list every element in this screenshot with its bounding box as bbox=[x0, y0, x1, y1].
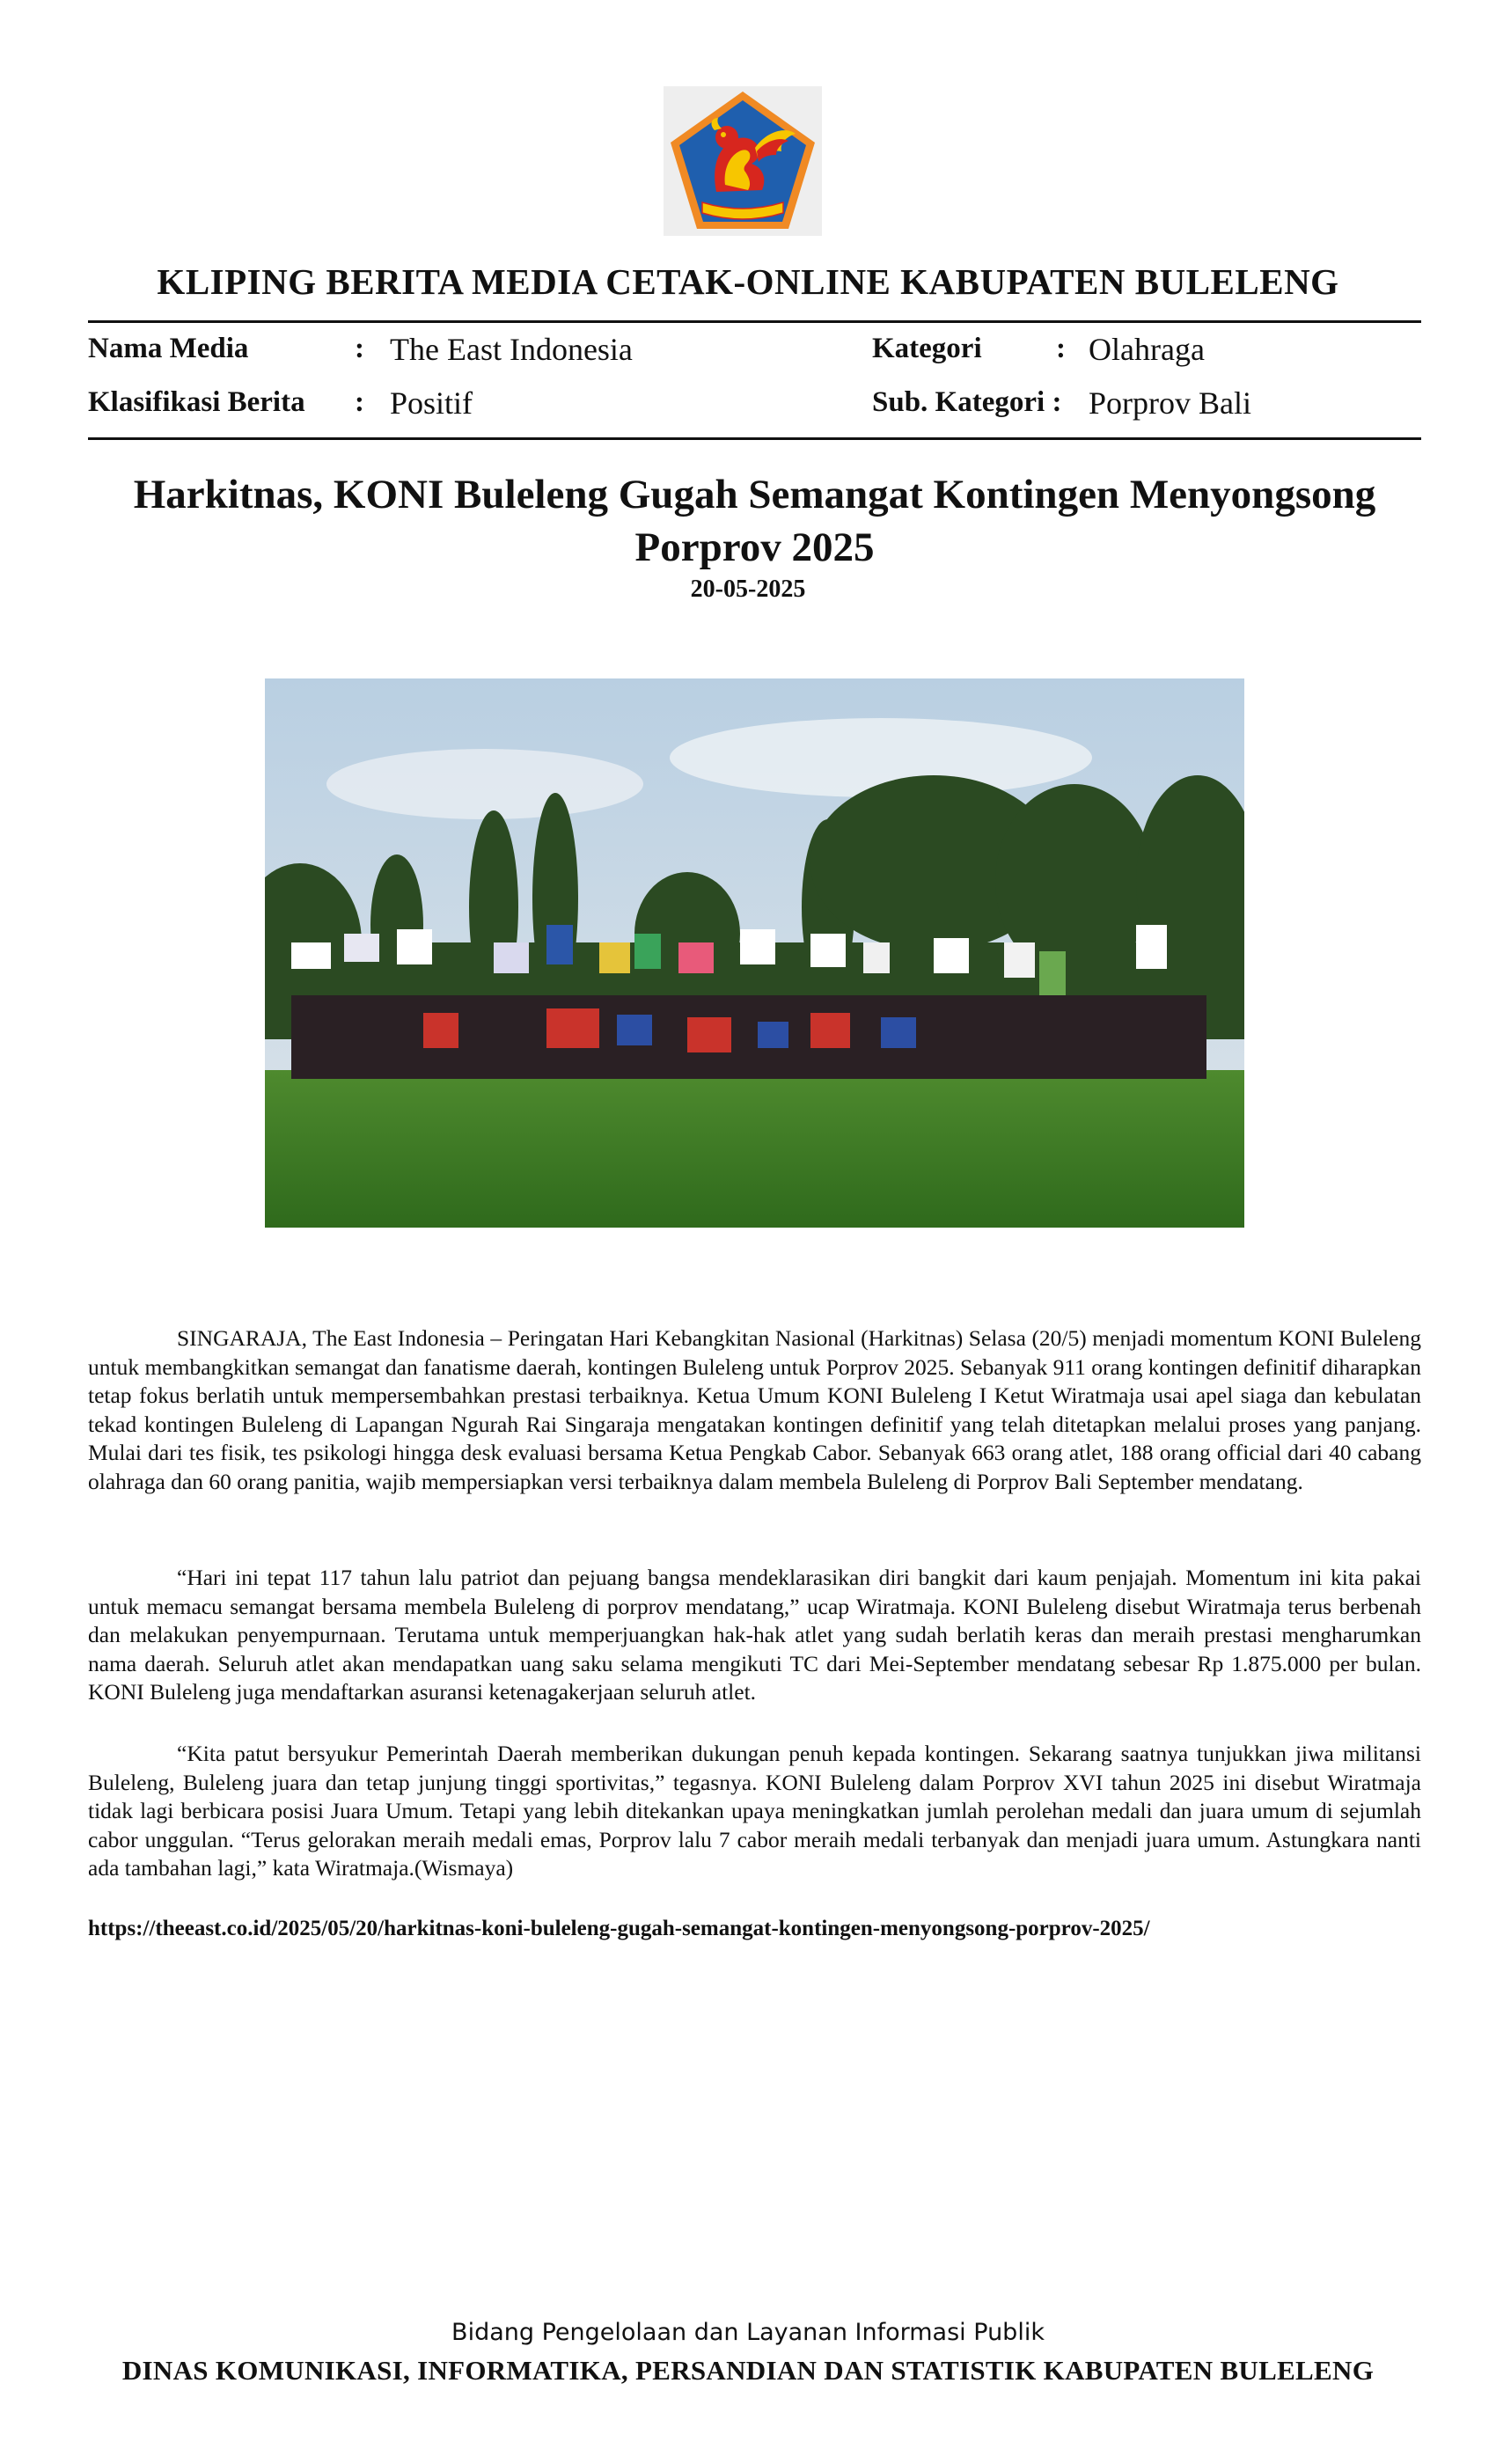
article-paragraph-2: “Hari ini tepat 117 tahun lalu patriot dan pejuang bangsa mendeklarasikan diri bangkit dari kaum penjajah. Momentum ini kita pakai untuk memacu semangat bersama membela Buleleng di porprov mendatang,” ucap Wiratmaja. KONI Buleleng disebut Wiratmaja terus berbenah dan melakukan penyempurnaan. Terutama untuk memperjuangkan hak-hak atlet yang sudah berlatih keras dan meraih prestasi mengharumkan nama daerah. Seluruh atlet akan mendapatkan uang saku selama mengikuti TC dari Mei-September mendatang sebesar Rp 1.875.000 per bulan. KONI Buleleng juga mendaftarkan asuransi ketenagakerjaan seluruh atlet. bbox=[88, 1565, 1421, 1705]
category-value: Olahraga bbox=[1089, 332, 1205, 367]
article-title: Harkitnas, KONI Buleleng Gugah Semangat Kontingen Menyongsong Porprov 2025 bbox=[133, 472, 1376, 570]
category-label: Kategori bbox=[872, 333, 982, 364]
media-value: The East Indonesia bbox=[390, 332, 633, 367]
article-paragraph-3: “Kita patut bersyukur Pemerintah Daerah memberikan dukungan penuh kepada kontingen. Sekarang saatnya tunjukkan jiwa militansi Buleleng, Buleleng juara dan tetap junjung tinggi sportivitas,” tegasnya. KONI Buleleng dalam Porprov XVI tahun 2025 ini disebut Wiratmaja tidak lagi berbicara posisi Juara Umum. Tetapi yang lebih ditekankan upaya meningkatkan jumlah perolehan medali dan juara umum di sejumlah cabor unggulan. “Terus gelorakan meraih medali emas, Porprov lalu 7 cabor meraih medali terbanyak dan menjadi juara umum. Astungkara nanti ada tambahan lagi,” kata Wiratmaja.(Wismaya) bbox=[88, 1741, 1421, 1881]
classification-value: Positif bbox=[390, 385, 473, 421]
footer-department: Bidang Pengelolaan dan Layanan Informasi Publik bbox=[451, 2319, 1045, 2346]
media-colon: : bbox=[355, 333, 364, 364]
regency-logo bbox=[664, 86, 822, 236]
article-paragraph-1: SINGARAJA, The East Indonesia – Peringatan Hari Kebangkitan Nasional (Harkitnas) Selasa (20/5) menjadi momentum KONI Buleleng untuk membangkitkan semangat dan fanatisme daerah, kontingen Buleleng untuk Porprov 2025. Sebanyak 911 orang kontingen definitif diharapkan tetap fokus berlatih untuk mempersembahkan prestasi terbaiknya. Ketua Umum KONI Buleleng I Ketut Wiratmaja usai apel siaga dan kebulatan tekad kontingen Buleleng di Lapangan Ngurah Rai Singaraja mengatakan kontingen definitif yang telah ditetapkan melalui proses yang panjang. Mulai dari tes fisik, tes psikologi hingga desk evaluasi bersama Ketua Pengkab Cabor. Sebanyak 663 orang atlet, 188 orang official dari 40 cabang olahraga dan 60 orang panitia, wajib mempersiapkan versi terbaiknya dalam membela Buleleng di Porprov Bali September mendatang. bbox=[88, 1325, 1421, 1494]
header-divider-bottom bbox=[88, 437, 1421, 440]
clipping-header-title: KLIPING BERITA MEDIA CETAK-ONLINE KABUPATEN BULELENG bbox=[157, 261, 1339, 302]
header-divider-top bbox=[88, 320, 1421, 323]
footer-agency: DINAS KOMUNIKASI, INFORMATIKA, PERSANDIAN DAN STATISTIK KABUPATEN BULELENG bbox=[121, 2355, 1375, 2386]
subcategory-label: Sub. Kategori : bbox=[872, 386, 1062, 418]
article-photo bbox=[265, 678, 1244, 1228]
subcategory-value: Porprov Bali bbox=[1089, 385, 1251, 421]
article-date: 20-05-2025 bbox=[690, 576, 806, 603]
classification-label: Klasifikasi Berita bbox=[88, 386, 305, 418]
article-source-link[interactable]: https://theeast.co.id/2025/05/20/harkitnas-koni-buleleng-gugah-semangat-kontingen-menyongsong-porprov-2025/ bbox=[88, 1917, 1150, 1940]
category-colon: : bbox=[1056, 333, 1066, 364]
media-label: Nama Media bbox=[88, 333, 249, 364]
classification-colon: : bbox=[355, 386, 364, 418]
